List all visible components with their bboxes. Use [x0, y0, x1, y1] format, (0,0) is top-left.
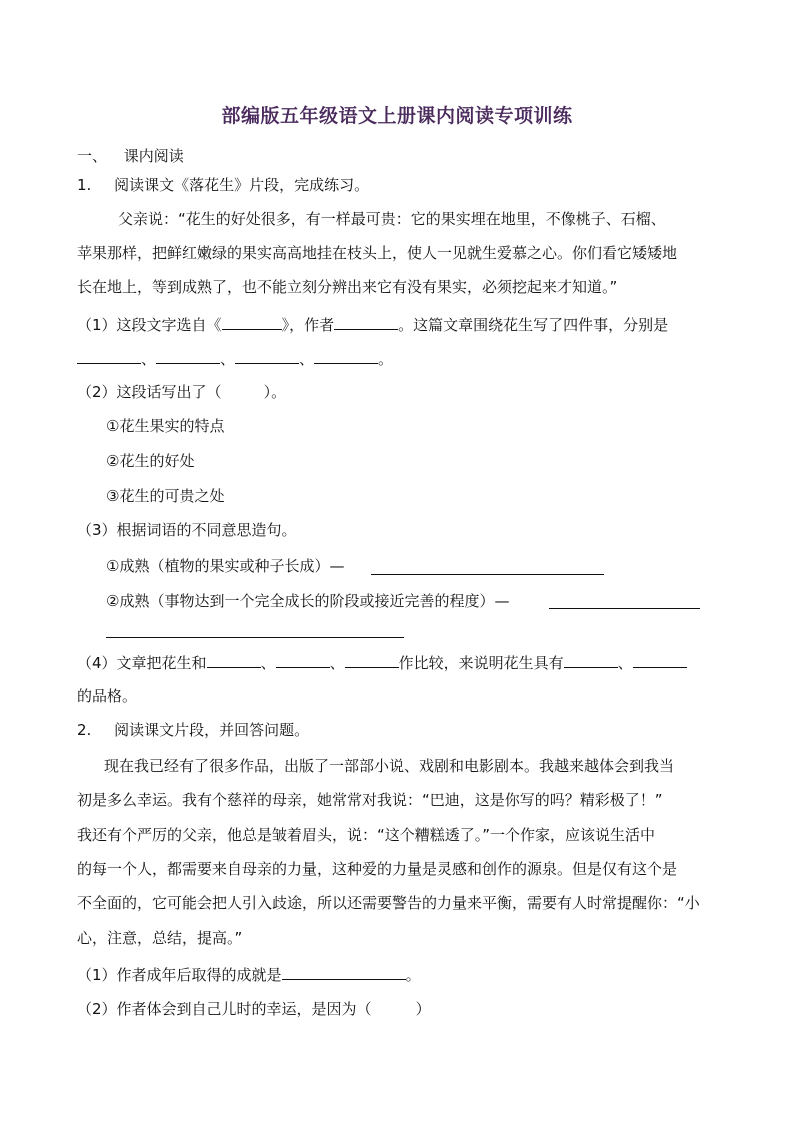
section-heading	[77, 146, 184, 166]
answer-blank-event-2[interactable]	[156, 348, 220, 364]
page-title: 部编版五年级语文上册课内阅读专项训练	[221, 105, 573, 127]
answer-blank-event-1[interactable]	[77, 348, 141, 364]
sub-number: （2）	[77, 1000, 117, 1018]
answer-blank-event-3[interactable]	[235, 348, 299, 364]
subquestion-2-1: （1）作者成年后取得的成就是 。	[77, 966, 421, 984]
subquestion-1-4: （4）文章把花生和 、 、 作比较，来说明花生具有 、	[77, 652, 687, 673]
question-number: 1.	[77, 176, 92, 194]
sentence-item: ①成熟（植物的果实或种子长成）—	[106, 557, 345, 575]
subquestion-1-4-end: 的品格。	[77, 687, 138, 705]
passage-line: 苹果那样，把鲜红嫩绿的果实高高地挂在枝头上，使人一见就生爱慕之心。你们看它矮矮地	[77, 244, 678, 262]
answer-blank-achievement[interactable]	[282, 964, 406, 980]
sub-number: （3）	[77, 521, 117, 539]
passage-line: 心，注意，总结，提高。”	[77, 929, 243, 947]
answer-line-sentence-2[interactable]	[549, 608, 700, 609]
passage-line: 父亲说：“花生的好处很多，有一样最可贵：它的果实埋在地里，不像桃子、石榴、	[118, 210, 666, 228]
option-item: ①花生果实的特点	[106, 417, 225, 435]
sub-number: （1）	[77, 316, 117, 334]
sentence-item: ②成熟（事物达到一个完全成长的阶段或接近完善的程度）—	[106, 592, 510, 610]
question-text: 阅读课文片段，并回答问题。	[114, 721, 310, 739]
question-2-prompt	[77, 720, 309, 740]
passage-line: 现在我已经有了很多作品，出版了一部部小说、戏剧和电影剧本。我越来越体会到我当	[104, 757, 675, 775]
answer-blank-event-4[interactable]	[314, 348, 378, 364]
question-text: 阅读课文《落花生》片段，完成练习。	[114, 176, 370, 194]
subquestion-1-3: （3）根据词语的不同意思造句。	[77, 521, 297, 539]
question-1-prompt	[77, 175, 369, 195]
subquestion-1-2: （2）这段话写出了（ ）。	[77, 383, 287, 401]
option-item: ③花生的可贵之处	[106, 487, 225, 505]
subquestion-1-1: （1）这段文字选自《 》，作者 。这篇文章围绕花生写了四件事，分别是	[77, 316, 669, 334]
answer-blank-compare-2[interactable]	[276, 652, 330, 668]
question-number: 2.	[77, 721, 92, 739]
passage-line: 的每一个人，都需要来自母亲的力量，这种爱的力量是灵感和创作的源泉。但是仅有这个是	[77, 860, 678, 878]
answer-blank-compare-1[interactable]	[207, 652, 261, 668]
sub-number: （2）	[77, 383, 117, 401]
answer-blank-compare-3[interactable]	[345, 652, 399, 668]
sub-number: （1）	[77, 966, 117, 984]
section-number: 一、	[77, 147, 108, 165]
sub-number: （4）	[77, 654, 117, 672]
passage-line: 长在地上，等到成熟了，也不能立刻分辨出来它有没有果实，必须挖起来才知道。”	[77, 278, 618, 296]
passage-line: 不全面的，它可能会把人引入歧途，所以还需要警告的力量来平衡，需要有人时常提醒你：“小	[77, 894, 700, 912]
answer-blank-author[interactable]	[334, 314, 398, 330]
passage-line: 初是多么幸运。我有个慈祥的母亲，她常常对我说：“巴迪，这是你写的吗？精彩极了！”	[77, 791, 663, 809]
section-label: 课内阅读	[123, 147, 184, 165]
answer-blank-source[interactable]	[222, 314, 282, 330]
option-item: ②花生的好处	[106, 452, 195, 470]
answer-blank-quality-2[interactable]	[633, 652, 687, 668]
answer-line-sentence-2-cont[interactable]	[106, 637, 404, 638]
answer-blank-quality-1[interactable]	[564, 652, 618, 668]
passage-line: 我还有个严厉的父亲，他总是皱着眉头，说：“这个糟糕透了。”一个作家，应该说生活中	[77, 826, 656, 844]
subquestion-1-1-blanks: 、 、 、 。	[77, 348, 393, 369]
answer-line-sentence-1[interactable]	[371, 574, 604, 575]
subquestion-2-2: （2）作者体会到自己儿时的幸运，是因为（ ）	[77, 1000, 431, 1018]
